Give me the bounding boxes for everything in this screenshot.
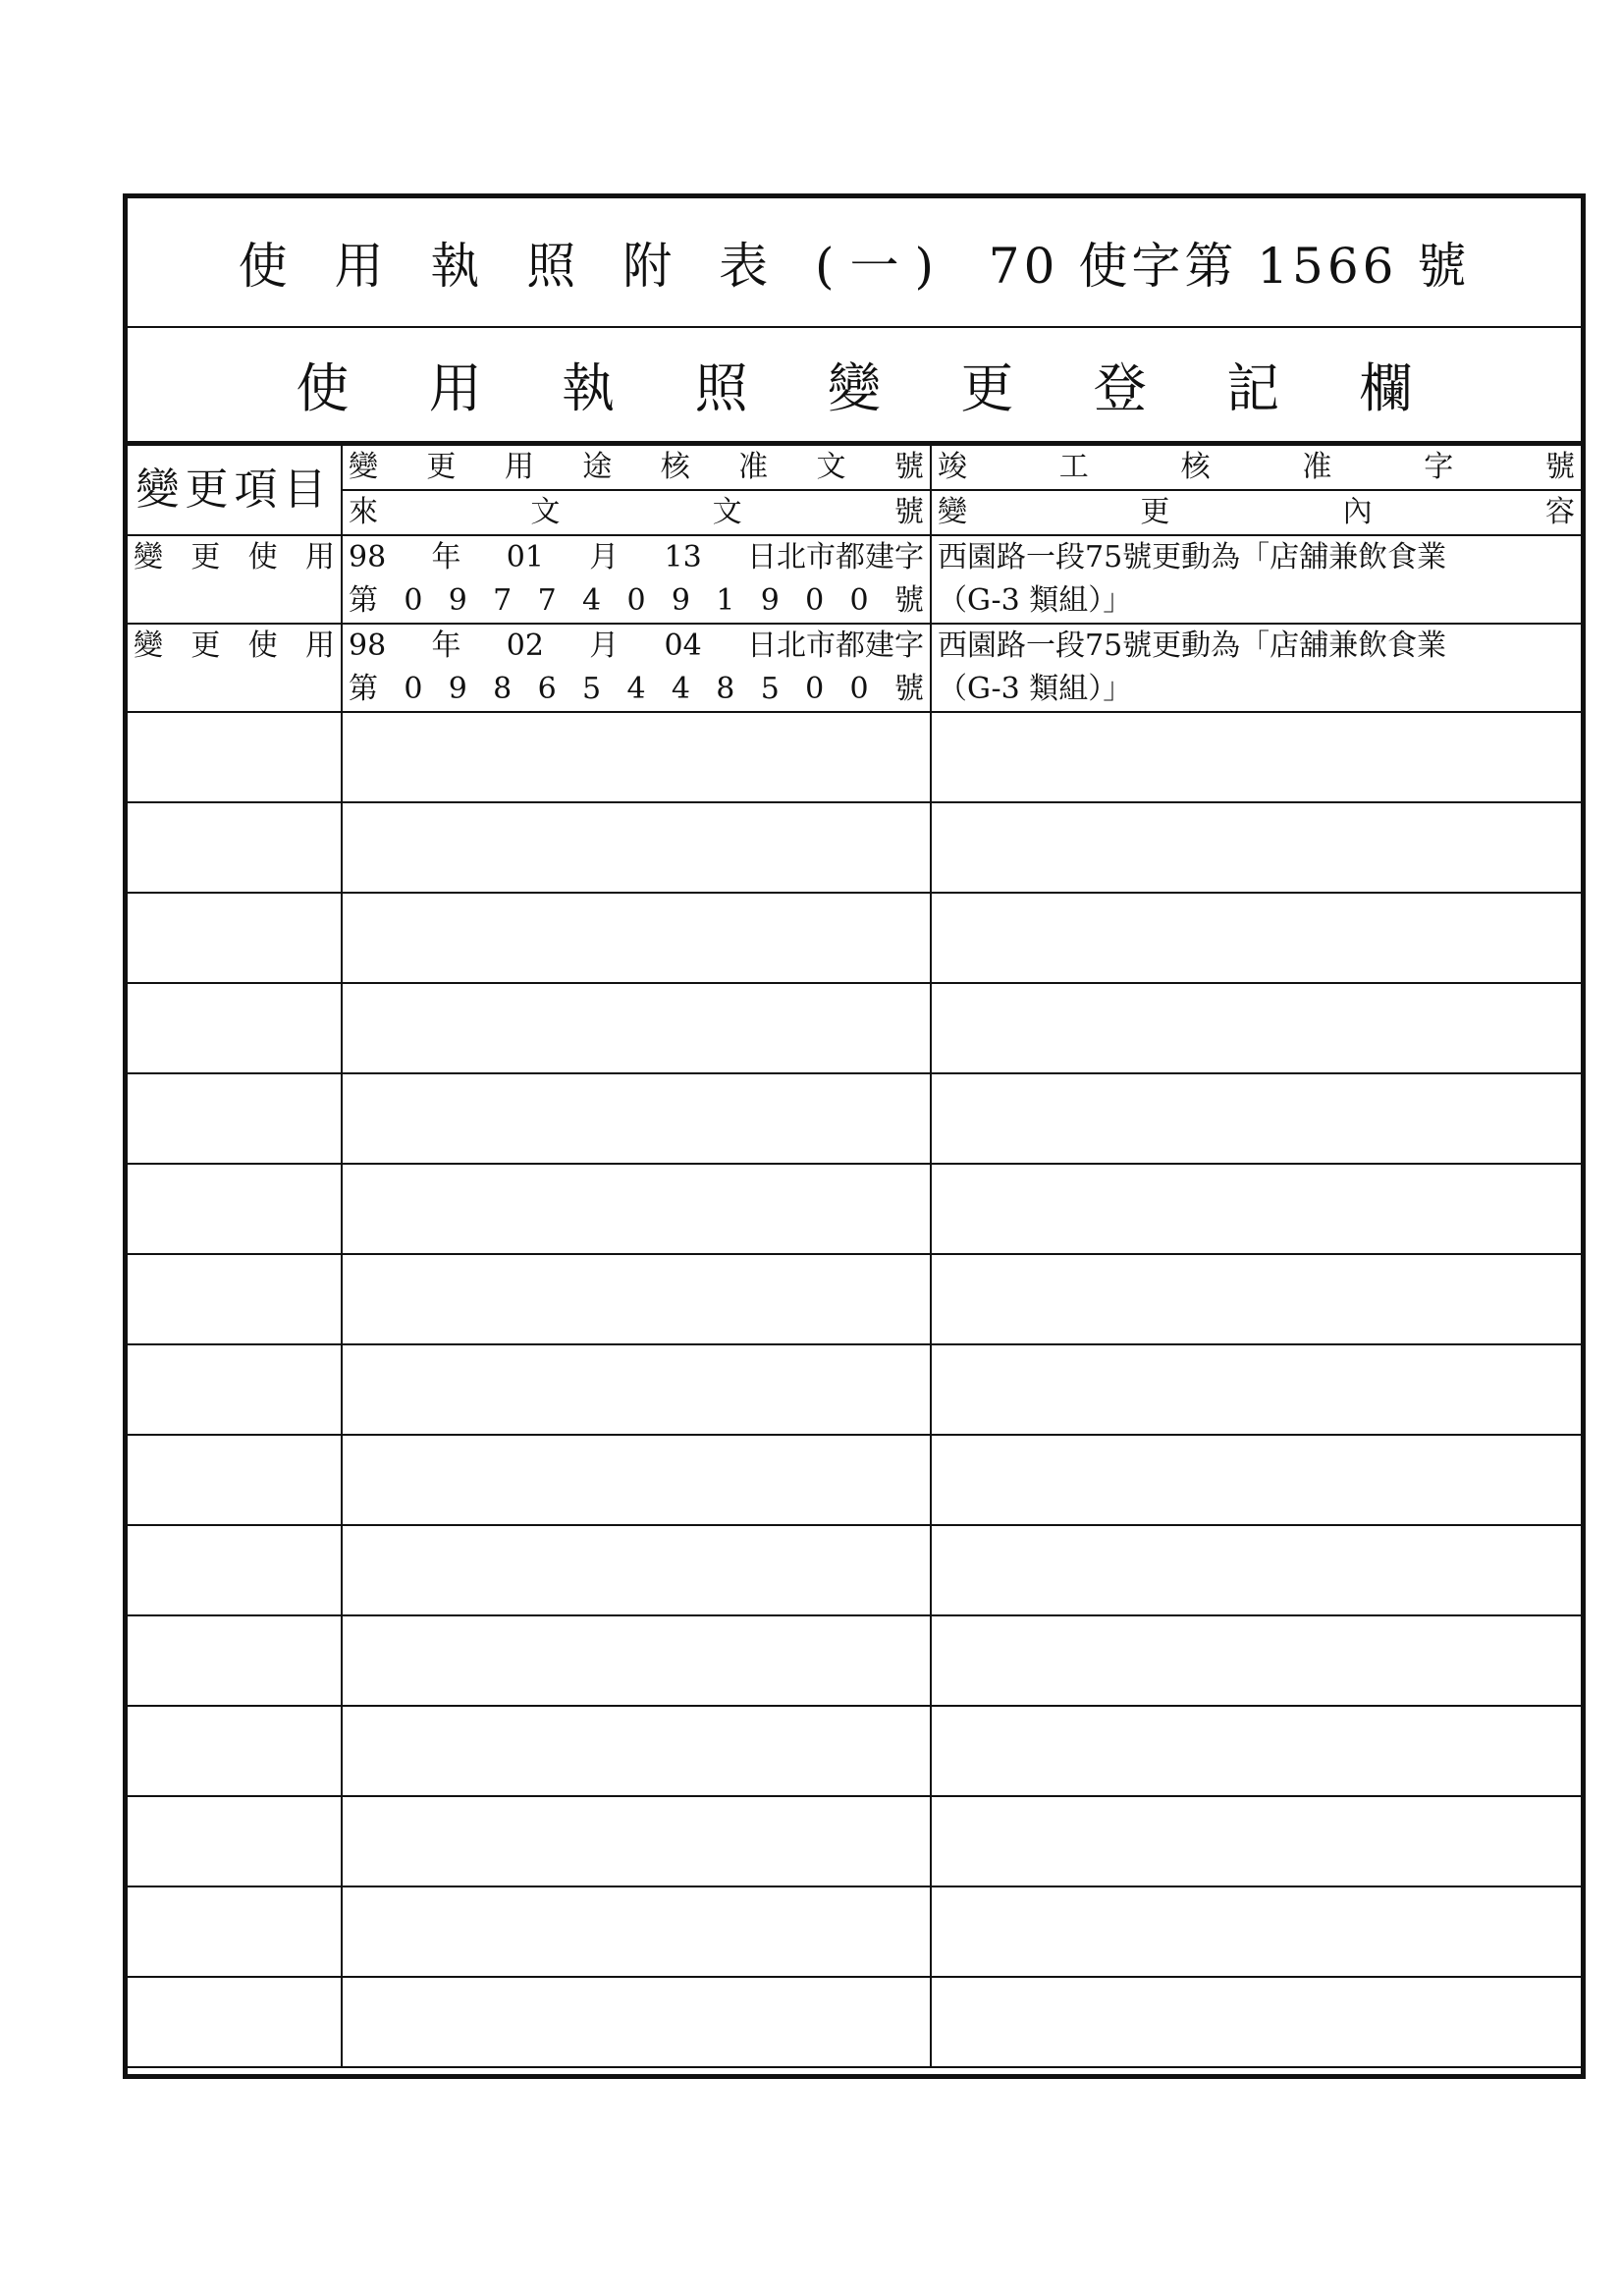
change-content-line: （G-3 類組）」 xyxy=(938,583,1133,618)
blank-cell xyxy=(931,1886,1581,1977)
change-content-line: 西園路一段75號更動為「店舖兼飲食業 xyxy=(938,629,1447,663)
doc-number-digit: 1 xyxy=(716,583,735,618)
blank-cell xyxy=(342,983,931,1073)
blank-cell xyxy=(128,1796,342,1886)
doc-number-digit: 0 xyxy=(805,583,825,618)
blank-cell xyxy=(342,1886,931,1977)
blank-cell xyxy=(342,1254,931,1344)
blank-cell xyxy=(342,712,931,802)
approval-doc-cell xyxy=(342,624,931,712)
license-number: 70 使字第 1566 號 xyxy=(988,238,1471,295)
blank-cell xyxy=(128,983,342,1073)
doc-number-digit: 9 xyxy=(760,583,780,618)
header-incoming-doc-number xyxy=(342,490,931,535)
header-char: 核 xyxy=(1180,450,1211,484)
table-row xyxy=(128,535,1581,624)
doc-number-digit: 號 xyxy=(893,583,924,618)
change-item-char: 變 xyxy=(134,629,163,663)
blank-cell xyxy=(931,1164,1581,1254)
doc-date-part: 日北市都建字 xyxy=(746,629,924,663)
blank-cell xyxy=(342,1435,931,1525)
doc-number-digit: 0 xyxy=(404,672,423,706)
blank-cell xyxy=(342,1344,931,1435)
blank-table-row xyxy=(128,802,1581,893)
blank-cell xyxy=(128,893,342,983)
blank-table-row xyxy=(128,1796,1581,1886)
doc-number-digit: 0 xyxy=(626,583,646,618)
change-item-char: 更 xyxy=(190,629,221,663)
blank-cell xyxy=(342,1525,931,1615)
doc-date-part: 98 xyxy=(349,629,387,663)
header-char: 容 xyxy=(1544,495,1575,529)
doc-number-digit: 4 xyxy=(671,672,690,706)
header-row-bottom xyxy=(128,490,1581,535)
change-item-char: 變 xyxy=(134,540,163,574)
doc-number-digit: 7 xyxy=(537,583,557,618)
doc-number-digit: 0 xyxy=(849,583,869,618)
blank-cell xyxy=(128,1706,342,1796)
header-row-top xyxy=(128,445,1581,490)
header-char: 來 xyxy=(349,495,378,529)
header-char: 變 xyxy=(938,495,967,529)
doc-number-digit: 8 xyxy=(716,672,735,706)
doc-date-part: 月 xyxy=(589,540,620,574)
header-char: 號 xyxy=(1544,450,1575,484)
doc-number-digit: 0 xyxy=(404,583,423,618)
title-prefix: 使 用 執 照 附 表 (一) xyxy=(238,238,949,295)
header-char: 號 xyxy=(893,495,924,529)
header-change-content xyxy=(931,490,1581,535)
banner-char: 欄 xyxy=(1359,357,1413,419)
doc-number-digit: 4 xyxy=(626,672,646,706)
blank-cell xyxy=(342,1977,931,2067)
doc-date-part: 年 xyxy=(431,629,461,663)
blank-cell xyxy=(931,1706,1581,1796)
doc-number-digit: 0 xyxy=(849,672,869,706)
change-content-cell xyxy=(931,535,1581,624)
header-change-item: 變更項目 xyxy=(128,445,342,535)
change-item-cell xyxy=(128,624,342,712)
blank-table-row xyxy=(128,893,1581,983)
change-registration-banner xyxy=(128,328,1581,444)
blank-cell xyxy=(342,893,931,983)
change-registration-table xyxy=(128,444,1581,2068)
blank-table-row xyxy=(128,1435,1581,1525)
blank-cell xyxy=(128,712,342,802)
blank-cell xyxy=(931,712,1581,802)
blank-cell xyxy=(128,1164,342,1254)
doc-number-digit: 第 xyxy=(349,583,378,618)
doc-number-digit: 9 xyxy=(448,672,467,706)
blank-cell xyxy=(128,802,342,893)
change-item-char: 使 xyxy=(247,540,278,574)
blank-table-row xyxy=(128,1525,1581,1615)
doc-number-digit: 4 xyxy=(582,583,602,618)
header-char: 內 xyxy=(1342,495,1373,529)
blank-cell xyxy=(128,1977,342,2067)
blank-table-row xyxy=(128,1615,1581,1706)
doc-number-digit: 5 xyxy=(760,672,780,706)
header-char: 核 xyxy=(660,450,690,484)
doc-date-part: 98 xyxy=(349,540,387,574)
banner-char: 更 xyxy=(960,357,1014,419)
doc-number-digit: 7 xyxy=(493,583,513,618)
change-content-line: 西園路一段75號更動為「店舖兼飲食業 xyxy=(938,540,1447,574)
form-title xyxy=(128,198,1581,328)
doc-date-part: 月 xyxy=(589,629,620,663)
change-item-char: 用 xyxy=(304,629,335,663)
blank-cell xyxy=(931,983,1581,1073)
blank-cell xyxy=(342,1164,931,1254)
blank-cell xyxy=(128,1435,342,1525)
doc-number-digit: 號 xyxy=(893,672,924,706)
blank-cell xyxy=(931,1344,1581,1435)
blank-cell xyxy=(342,1615,931,1706)
blank-cell xyxy=(128,1615,342,1706)
doc-date-part: 01 xyxy=(506,540,544,574)
header-completion-approval-number xyxy=(931,445,1581,490)
usage-license-appendix-form xyxy=(123,193,1586,2079)
header-char: 工 xyxy=(1058,450,1089,484)
blank-cell xyxy=(128,1886,342,1977)
banner-char: 執 xyxy=(562,357,616,419)
blank-cell xyxy=(931,1525,1581,1615)
blank-cell xyxy=(931,1435,1581,1525)
header-char: 字 xyxy=(1424,450,1454,484)
blank-cell xyxy=(931,1073,1581,1164)
blank-cell xyxy=(931,1977,1581,2067)
approval-doc-cell xyxy=(342,535,931,624)
doc-number-digit: 第 xyxy=(349,672,378,706)
table-row xyxy=(128,624,1581,712)
blank-table-row xyxy=(128,1886,1581,1977)
header-char: 准 xyxy=(1302,450,1332,484)
blank-table-row xyxy=(128,1164,1581,1254)
blank-table-row xyxy=(128,1254,1581,1344)
blank-cell xyxy=(342,1073,931,1164)
doc-number-digit: 0 xyxy=(805,672,825,706)
banner-char: 用 xyxy=(428,357,482,419)
blank-cell xyxy=(931,893,1581,983)
change-item-char: 更 xyxy=(190,540,221,574)
header-char: 更 xyxy=(426,450,457,484)
header-char: 變 xyxy=(349,450,378,484)
banner-char: 照 xyxy=(694,357,748,419)
blank-cell xyxy=(931,1254,1581,1344)
header-char: 用 xyxy=(504,450,534,484)
blank-table-row xyxy=(128,712,1581,802)
doc-date-part: 年 xyxy=(431,540,461,574)
change-content-cell xyxy=(931,624,1581,712)
blank-cell xyxy=(128,1073,342,1164)
header-char: 文 xyxy=(816,450,846,484)
banner-char: 變 xyxy=(827,357,881,419)
blank-table-row xyxy=(128,1977,1581,2067)
blank-table-row xyxy=(128,1073,1581,1164)
header-char: 竣 xyxy=(938,450,967,484)
doc-date-part: 日北市都建字 xyxy=(746,540,924,574)
blank-table-row xyxy=(128,1344,1581,1435)
blank-table-row xyxy=(128,1706,1581,1796)
banner-char: 使 xyxy=(296,357,350,419)
doc-number-digit: 5 xyxy=(582,672,602,706)
blank-cell xyxy=(128,1344,342,1435)
doc-number-digit: 9 xyxy=(448,583,467,618)
blank-cell xyxy=(128,1254,342,1344)
doc-date-part: 02 xyxy=(506,629,544,663)
doc-date-part: 13 xyxy=(664,540,702,574)
doc-number-digit: 8 xyxy=(493,672,513,706)
header-char: 准 xyxy=(738,450,769,484)
change-content-line: （G-3 類組）」 xyxy=(938,672,1133,706)
banner-char: 記 xyxy=(1226,357,1280,419)
header-char: 途 xyxy=(582,450,613,484)
blank-cell xyxy=(128,1525,342,1615)
header-char: 號 xyxy=(893,450,924,484)
doc-number-digit: 6 xyxy=(537,672,557,706)
header-char: 文 xyxy=(712,495,742,529)
blank-cell xyxy=(342,802,931,893)
blank-cell xyxy=(931,802,1581,893)
blank-cell xyxy=(931,1615,1581,1706)
banner-char: 登 xyxy=(1093,357,1147,419)
blank-table-row xyxy=(128,983,1581,1073)
change-item-char: 用 xyxy=(304,540,335,574)
doc-number-digit: 9 xyxy=(671,583,690,618)
blank-cell xyxy=(342,1706,931,1796)
header-approval-doc-number xyxy=(342,445,931,490)
header-char: 更 xyxy=(1140,495,1170,529)
doc-date-part: 04 xyxy=(664,629,702,663)
blank-cell xyxy=(342,1796,931,1886)
header-char: 文 xyxy=(530,495,561,529)
change-item-char: 使 xyxy=(247,629,278,663)
blank-cell xyxy=(931,1796,1581,1886)
change-item-cell xyxy=(128,535,342,624)
